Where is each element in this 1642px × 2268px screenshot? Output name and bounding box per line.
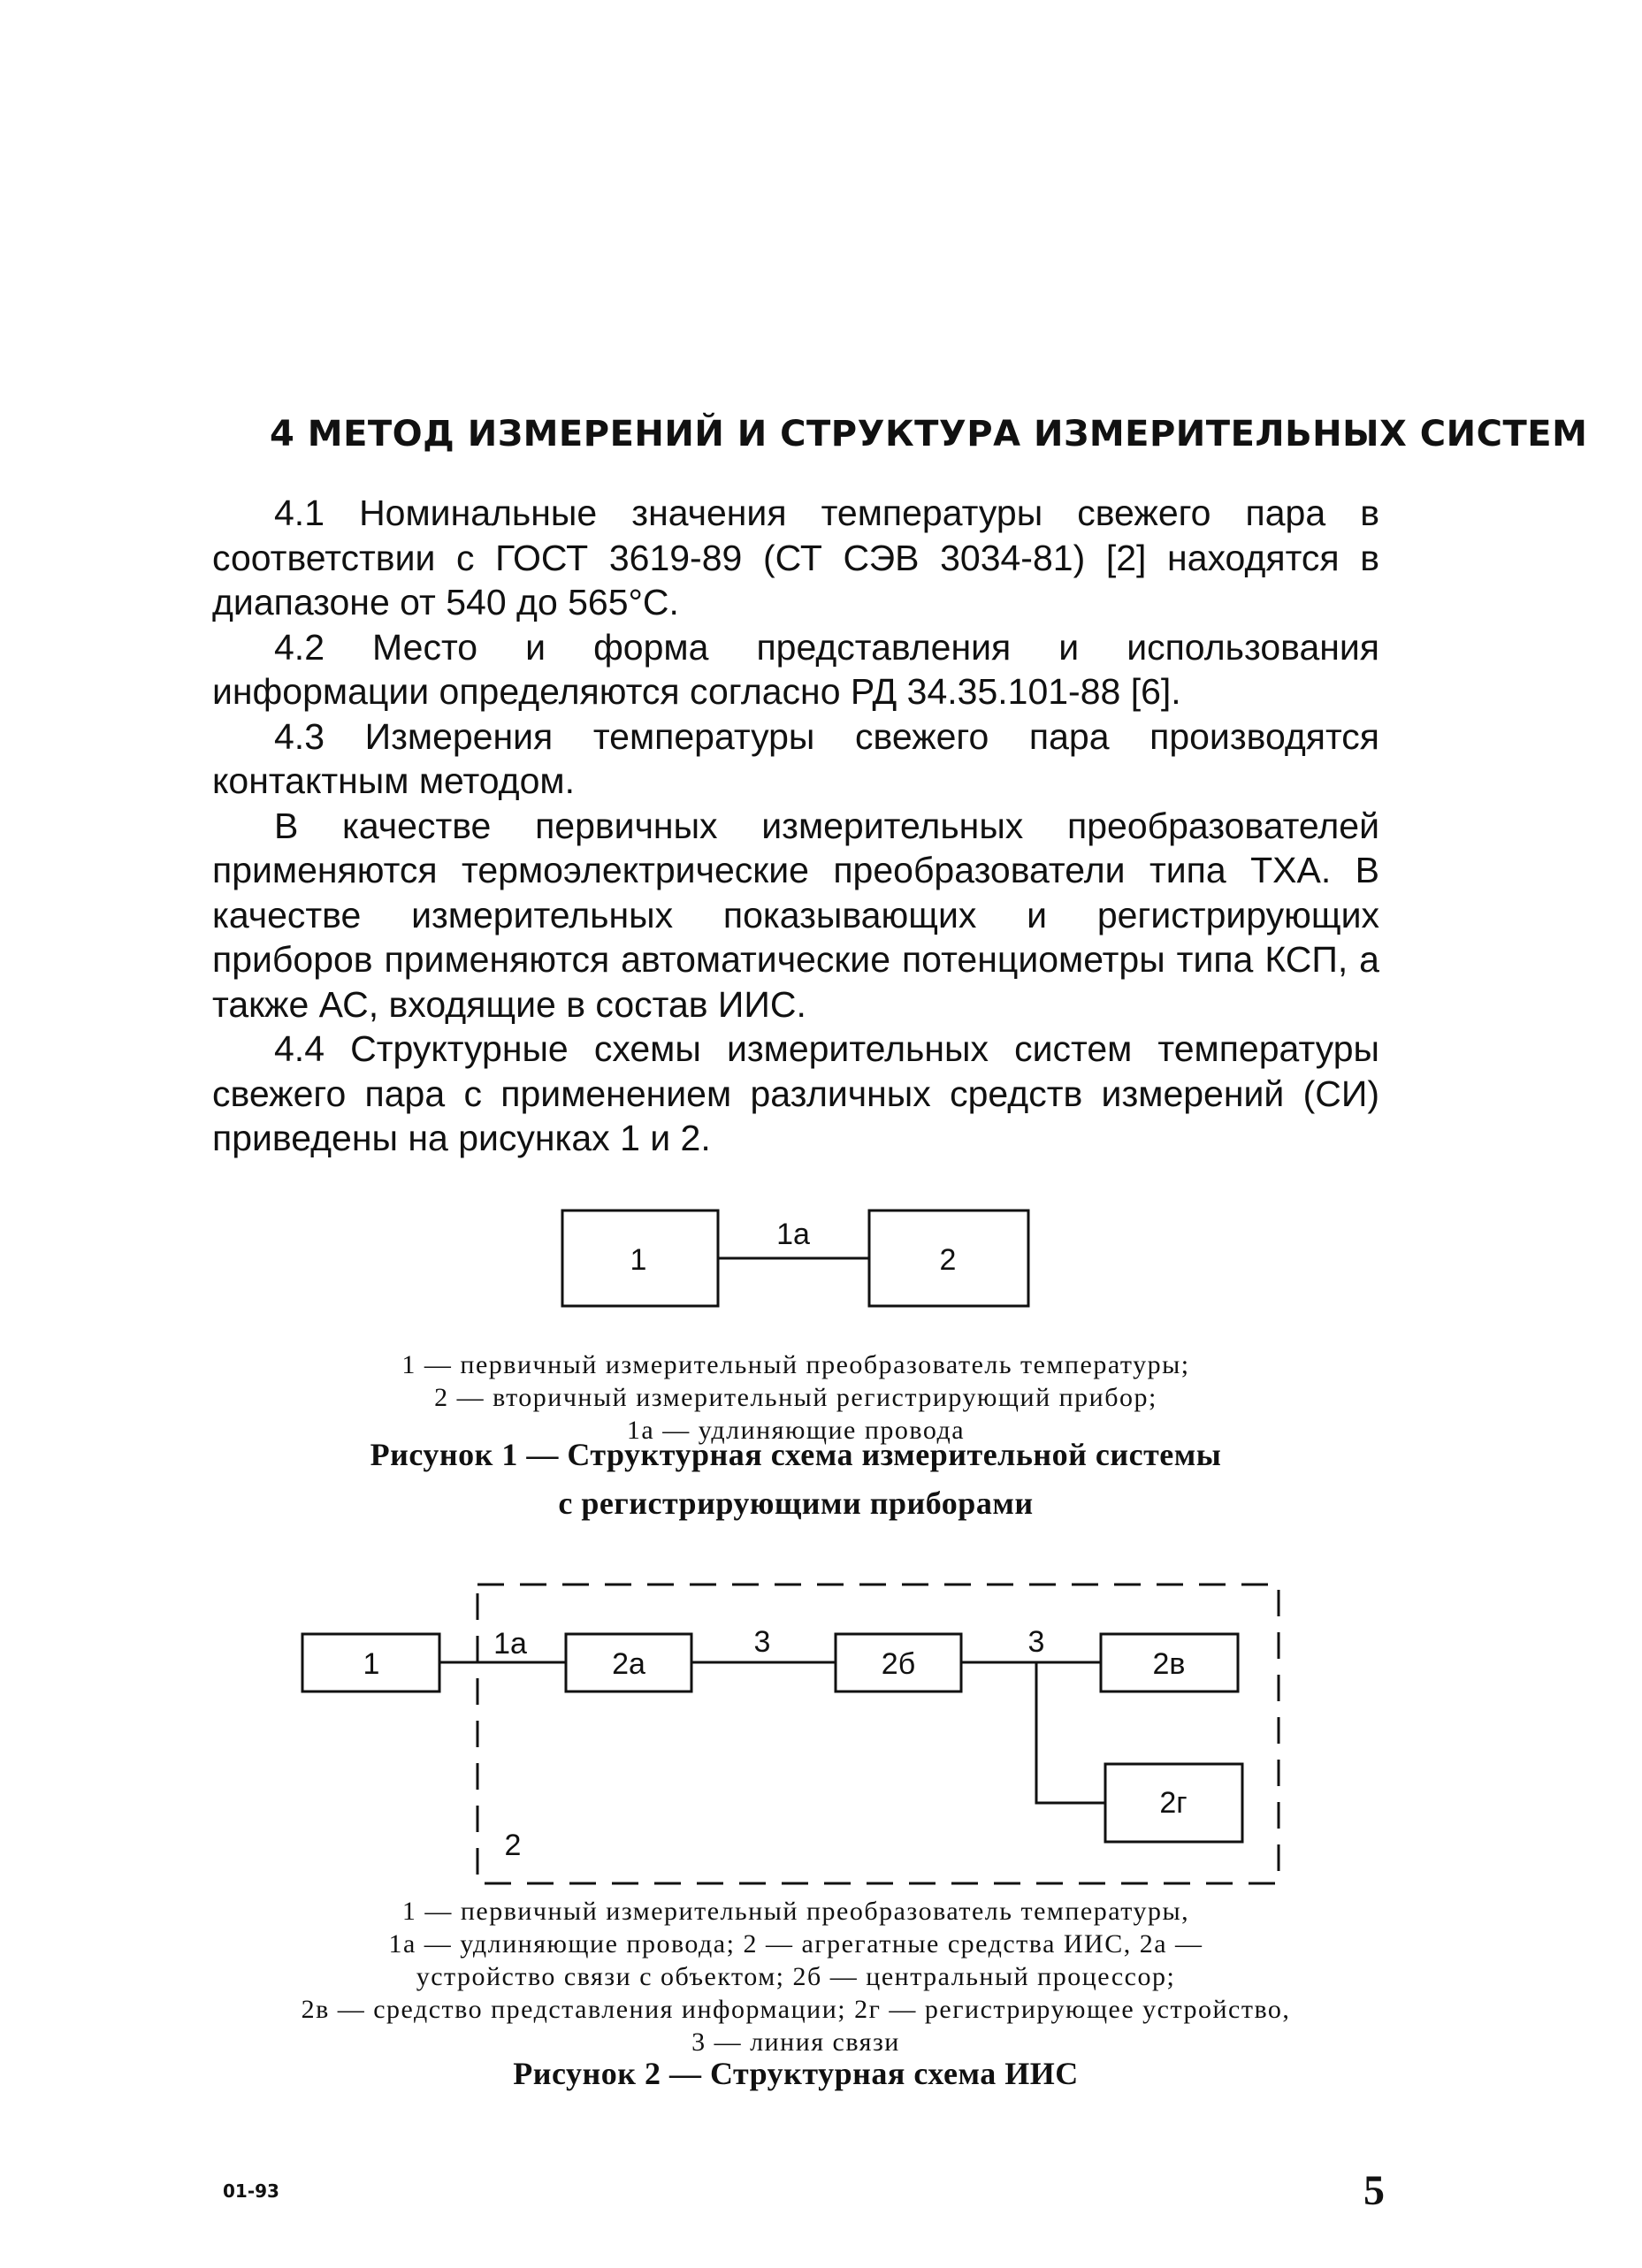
- figure2-block-2b-label: 2б: [881, 1647, 916, 1681]
- figure2-block-2v-label: 2в: [1152, 1647, 1186, 1681]
- figure1-caption-line: с регистрирующими приборами: [558, 1485, 1034, 1521]
- figure2-legend-line: 2в — средство представления информации; 2г — регистрирующее устройство, 3 — линия связи: [301, 1995, 1291, 2057]
- section-heading: 4 МЕТОД ИЗМЕРЕНИЙ И СТРУКТУРА ИЗМЕРИТЕЛЬНЫХ СИСТЕМ: [270, 414, 1588, 454]
- figure1-legend-line: 2 — вторичный измерительный регистрирующий прибор;: [434, 1383, 1157, 1412]
- figure2-block-2a-label: 2а: [612, 1647, 645, 1681]
- figure2-link-branch: [1036, 1662, 1105, 1803]
- figure2-legend-line: 1а — удлиняющие провода; 2 — агрегатные средства ИИС, 2а —: [388, 1929, 1203, 1959]
- paragraph-4-1: 4.1 Номинальные значения температуры свежего пара в соответствии с ГОСТ 3619-89 (СТ СЭВ 3034-81) [2] находятся в диапазоне от 540 до 565°С.: [212, 493, 1379, 622]
- paragraph-4-4: 4.4 Структурные схемы измерительных систем температуры свежего пара с применением различных средств измерений (СИ) приведены на рисунках 1 и 2.: [212, 1028, 1379, 1158]
- paragraph-primary-transducers: В качестве первичных измерительных преобразователей применяются термоэлектрические преобразователи типа ТХА. В качестве измерительных показывающих и регистрирующих приборов применяются автоматические потенциометры типа КСП, а также АС, входящие в состав ИИС.: [212, 805, 1379, 1025]
- footer-code: 01-93: [223, 2180, 279, 2202]
- figure2-legend: [292, 1895, 1300, 2058]
- figure1-caption: [265, 1431, 1326, 1528]
- figure1-wire-label: 1а: [776, 1218, 810, 1251]
- figure1-block-2-label: 2: [939, 1243, 957, 1277]
- figure1-legend-line: 1а — удлиняющие провода: [626, 1416, 966, 1445]
- figure2-block-2g-label: 2г: [1159, 1786, 1188, 1820]
- figure2-legend-line: 1 — первичный измерительный преобразователь температуры,: [401, 1897, 1190, 1926]
- figure1-block-1-label: 1: [630, 1243, 647, 1277]
- figure1-caption-line: Рисунок 1 — Структурная схема измерительной системы: [370, 1437, 1222, 1472]
- figure2-block-1-label: 1: [363, 1647, 380, 1681]
- figure2-group-label: 2: [504, 1829, 522, 1862]
- figure2-link1-label: 3: [753, 1625, 771, 1659]
- figure2-legend-line: устройство связи с объектом; 2б — центральный процессор;: [416, 1962, 1176, 1991]
- paragraph-4-2: 4.2 Место и форма представления и использования информации определяются согласно РД 34.35.101-88 [6].: [212, 626, 1379, 712]
- figure1-legend-line: 1 — первичный измерительный преобразователь температуры;: [401, 1350, 1190, 1379]
- paragraph-4-3: 4.3 Измерения температуры свежего пара производятся контактным методом.: [212, 715, 1379, 801]
- figure2-caption: Рисунок 2 — Структурная схема ИИС: [513, 2056, 1079, 2091]
- page-number: 5: [1363, 2167, 1385, 2214]
- figure2-link2-label: 3: [1027, 1625, 1045, 1659]
- figure2-wire-label: 1а: [493, 1627, 527, 1661]
- figure2-group-boundary: [477, 1585, 1279, 1883]
